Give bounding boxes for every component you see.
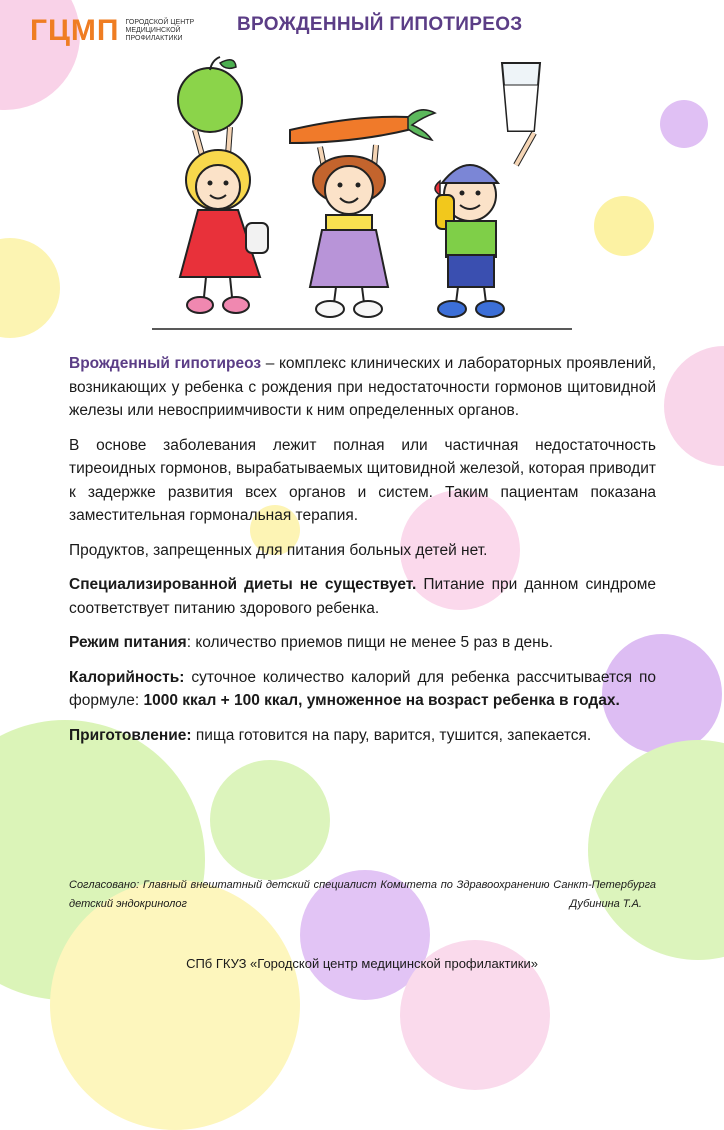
girl-with-apple-icon [178, 57, 268, 313]
logo-caption: ГОРОДСКОЙ ЦЕНТР МЕДИЦИНСКОЙ ПРОФИЛАКТИКИ [125, 19, 195, 42]
logo [30, 16, 194, 46]
decor-circle-lavender-top [660, 100, 708, 148]
article-body [69, 352, 656, 758]
approval-note [69, 876, 656, 914]
paragraph-cooking: Приготовление: пища готовится на пару, варится, тушится, запекается. [69, 726, 592, 744]
approval-text: Согласовано: Главный внештатный детский специалист Комитета по Здравоохранению Санкт-Петербурга детский эндокринолог [69, 879, 656, 910]
logo-mark: ГЦМП [30, 14, 120, 47]
calorie-formula: 1000 ккал + 100 ккал, умноженное на возраст ребенка в годах. [143, 692, 620, 709]
children-holding-food-illustration [140, 55, 585, 335]
paragraph-calories: Калорийность: суточное количество калорий для ребенка рассчитывается по формуле: 1000 ккал + 100 ккал, умноженное на возраст ребенка в годах. [69, 668, 656, 709]
decor-circle-green-center [210, 760, 330, 880]
term-highlight: Врожденный гипотиреоз [69, 355, 262, 372]
signatory-name: Дубинина Т.А. [569, 898, 642, 910]
paragraph-cause: В основе заболевания лежит полная или частичная недостаточность тиреоидных гормонов, вырабатываемых щитовидной железой, которая приводит к задержке развития всех органов и систем. Таким пациентам показана заместительная гормональная терапия. [69, 436, 656, 524]
paragraph-diet: Специализированной диеты не существует. Питание при данном синдроме соответствует питанию здорового ребенка. [69, 576, 656, 617]
boy-with-milk-icon [435, 63, 540, 317]
page-title: ВРОЖДЕННЫЙ ГИПОТИРЕОЗ [237, 14, 523, 35]
girl-with-carrot-icon [290, 110, 435, 317]
paragraph-regime: Режим питания: количество приемов пищи не менее 5 раз в день. [69, 634, 554, 651]
paragraph-products: Продуктов, запрещенных для питания больных детей нет. [69, 541, 488, 559]
decor-circle-yellow-bottom [50, 880, 300, 1130]
paragraph-definition: Врожденный гипотиреоз – комплекс клинических и лабораторных проявлений, возникающих у ребенка с рождения при недостаточности гормонов щитовидной железы или невосприимчивости к ним определенных органов. [69, 355, 656, 419]
organization-name: СПб ГКУЗ «Городской центр медицинской профилактики» [186, 956, 538, 971]
decor-circle-green-right [588, 740, 724, 960]
decor-circle-pink-right [664, 346, 724, 466]
decor-circle-yellow-left [0, 238, 60, 338]
decor-circle-yellow-right [594, 196, 654, 256]
